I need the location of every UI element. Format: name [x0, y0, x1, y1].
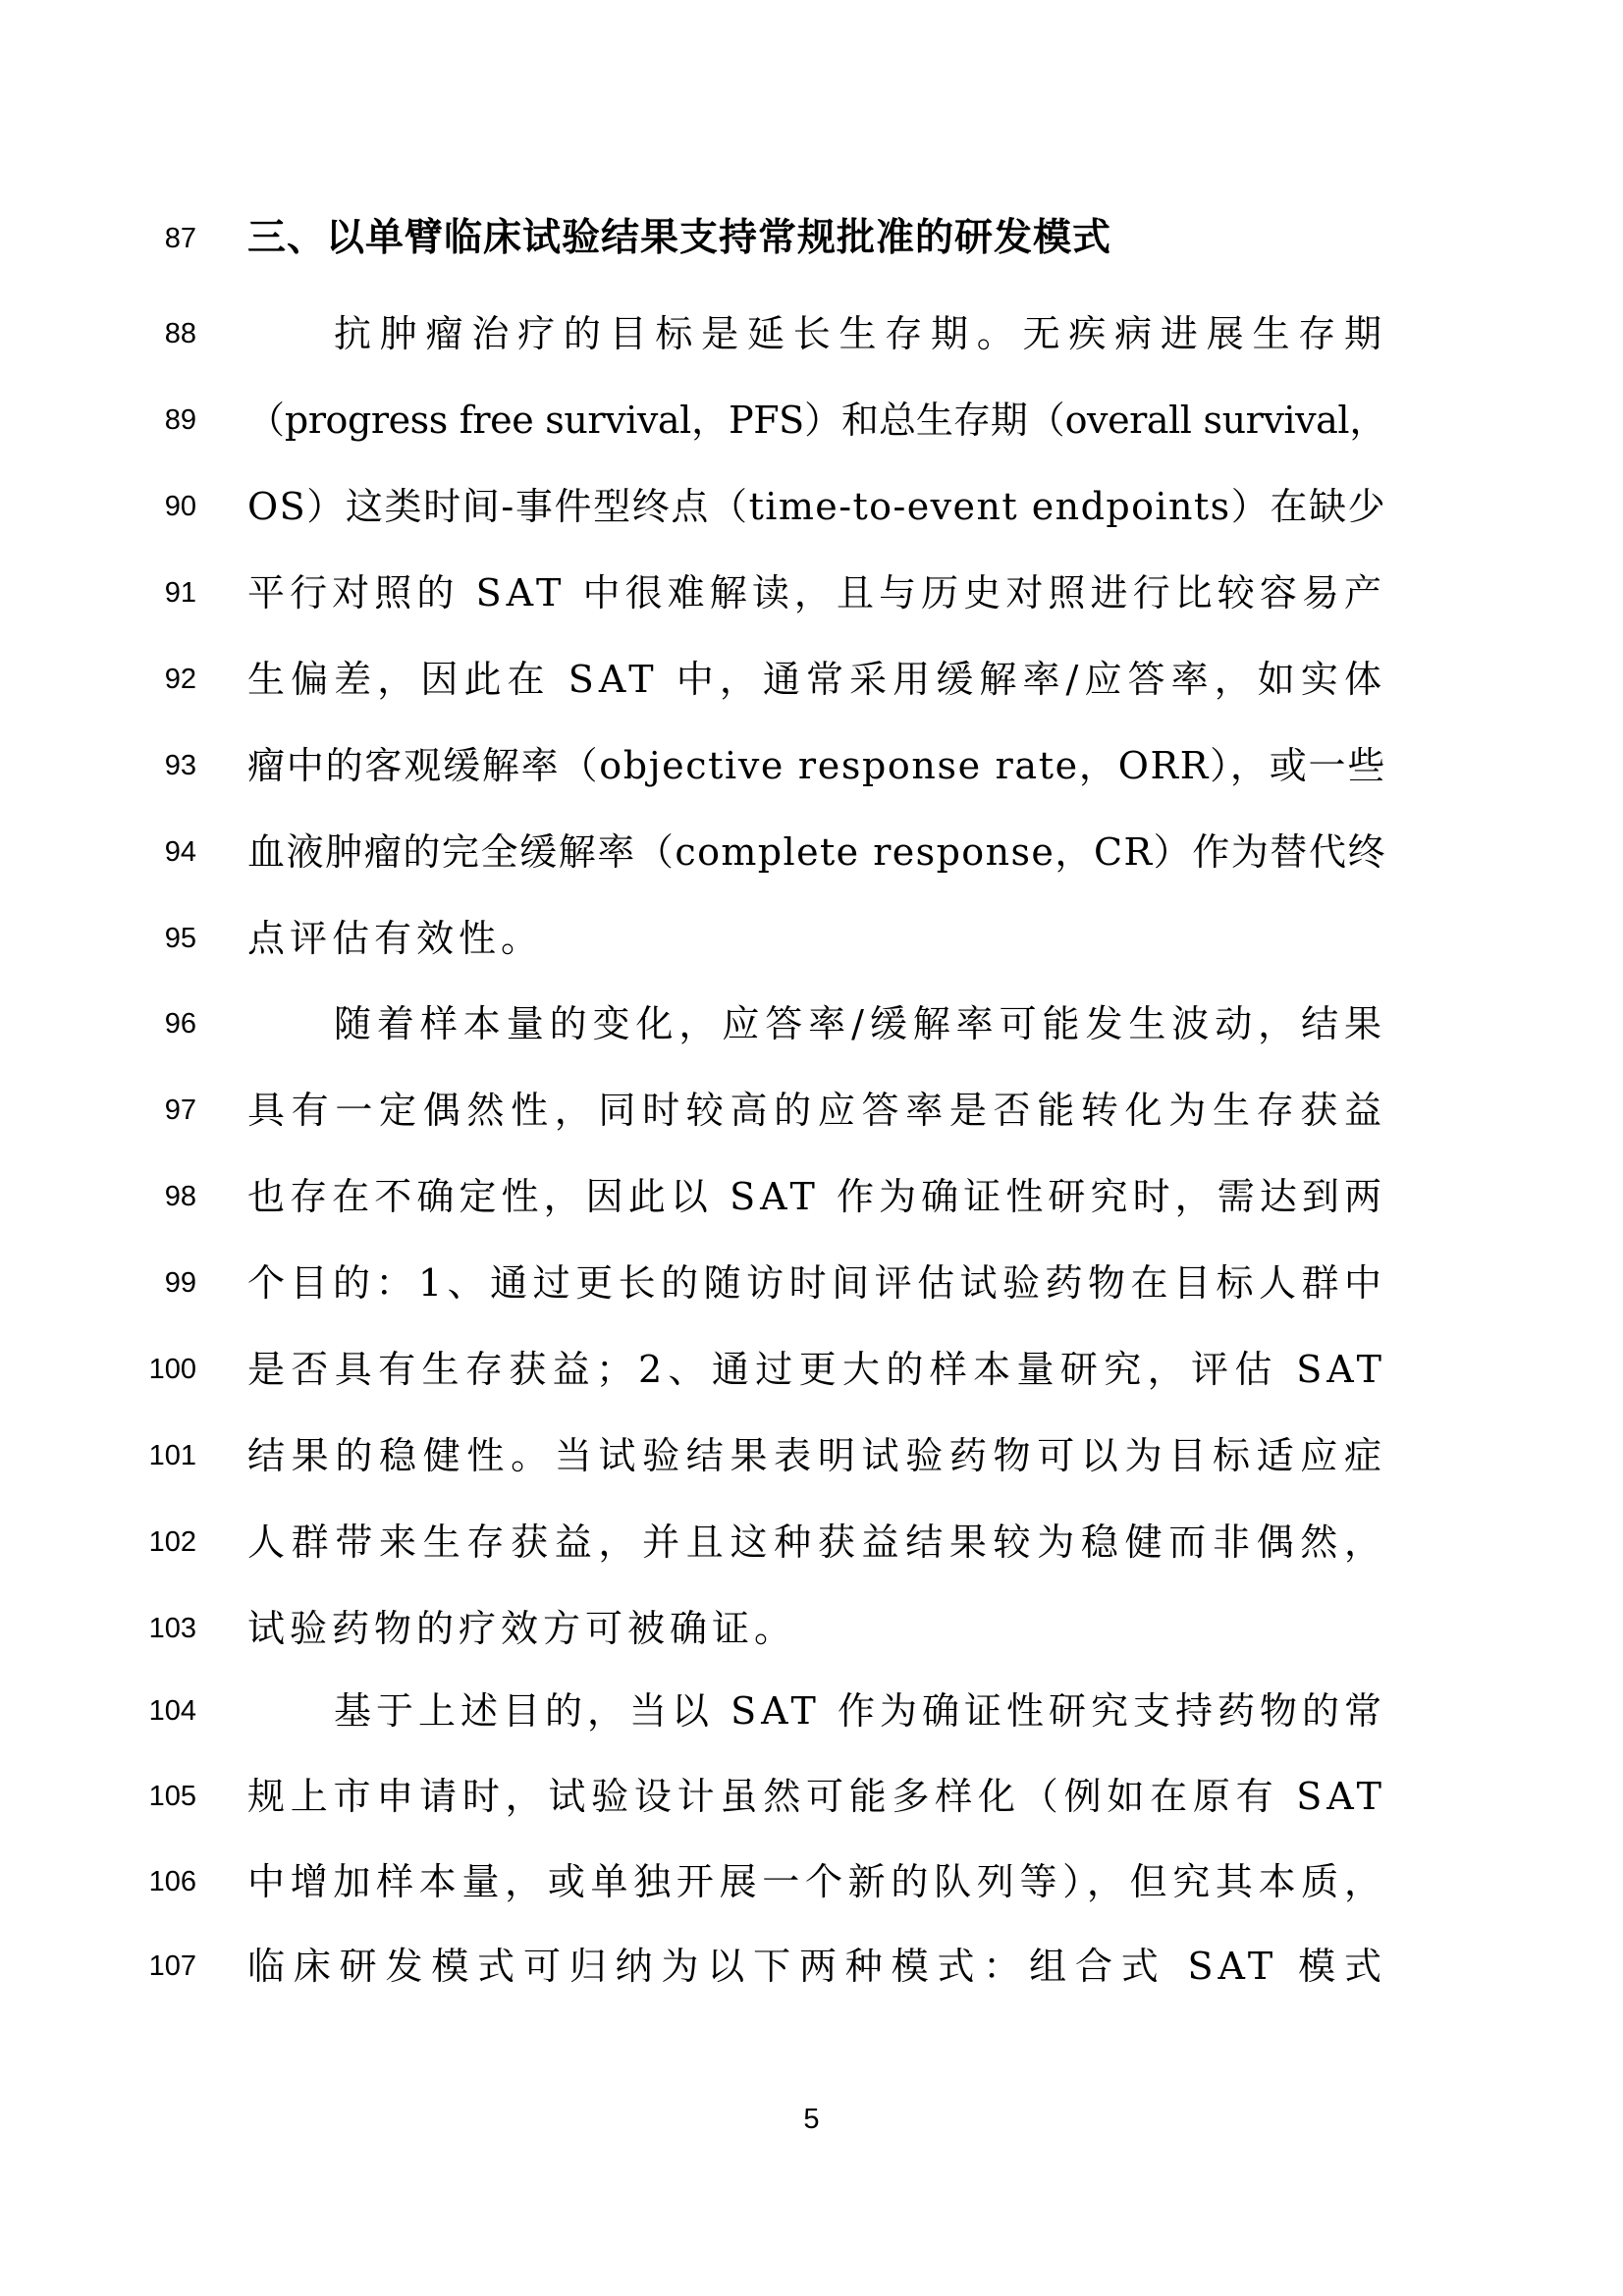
- line-number: 95: [164, 923, 196, 954]
- paragraph-text: 试验药物的疗效方可被确证。: [247, 1607, 797, 1650]
- text-line: [0, 477, 1623, 536]
- line-number: 91: [164, 577, 196, 609]
- text-line: [0, 909, 1623, 968]
- line-number: 99: [164, 1267, 196, 1299]
- text-line: [0, 994, 1623, 1053]
- paragraph-text: 血液肿瘤的完全缓解率（complete response，CR）作为替代终: [247, 830, 1386, 874]
- line-number: 93: [164, 750, 196, 781]
- text-line: [0, 304, 1623, 363]
- paragraph-text: 是否具有生存获益；2、通过更大的样本量研究，评估 SAT: [247, 1348, 1386, 1391]
- paragraph-text: 中增加样本量，或单独开展一个新的队列等），但究其本质，: [247, 1860, 1386, 1903]
- line-number: 102: [148, 1526, 196, 1558]
- paragraph-text: 规上市申请时，试验设计虽然可能多样化（例如在原有 SAT: [247, 1775, 1386, 1818]
- line-number: 90: [164, 491, 196, 522]
- text-line: [0, 650, 1623, 709]
- text-line: [0, 563, 1623, 622]
- text-line: [0, 736, 1623, 795]
- line-number: 96: [164, 1008, 196, 1040]
- paragraph-text: 也存在不确定性，因此以 SAT 作为确证性研究时，需达到两: [247, 1175, 1386, 1218]
- paragraph-text: 临床研发模式可归纳为以下两种模式：组合式 SAT 模式: [247, 1945, 1386, 1988]
- line-number: 101: [148, 1440, 196, 1471]
- line-number: 103: [148, 1613, 196, 1644]
- text-line: [0, 1167, 1623, 1226]
- paragraph-text: 抗肿瘤治疗的目标是延长生存期。无疾病进展生存期: [334, 312, 1386, 355]
- paragraph-text: 个目的：1、通过更长的随访时间评估试验药物在目标人群中: [247, 1261, 1386, 1305]
- paragraph-text: 平行对照的 SAT 中很难解读，且与历史对照进行比较容易产: [247, 571, 1386, 614]
- text-line: [0, 1937, 1623, 1996]
- text-line: [0, 1767, 1623, 1826]
- paragraph-text: OS）这类时间-事件型终点（time-to-event endpoints）在缺少: [247, 485, 1386, 528]
- paragraph-text: 结果的稳健性。当试验结果表明试验药物可以为目标适应症: [247, 1434, 1386, 1477]
- text-line: [0, 391, 1623, 450]
- line-number: 92: [164, 664, 196, 695]
- line-number: 100: [148, 1354, 196, 1385]
- paragraph-text: 随着样本量的变化，应答率/缓解率可能发生波动，结果: [334, 1002, 1386, 1045]
- page-number: 5: [803, 2104, 820, 2135]
- text-line: [0, 823, 1623, 881]
- text-line: [0, 1852, 1623, 1911]
- paragraph-text: 生偏差，因此在 SAT 中，通常采用缓解率/应答率，如实体: [247, 658, 1386, 701]
- line-number: 97: [164, 1095, 196, 1126]
- line-number: 98: [164, 1181, 196, 1212]
- text-line: [0, 1682, 1623, 1740]
- paragraph-text: 人群带来生存获益，并且这种获益结果较为稳健而非偶然，: [247, 1521, 1386, 1564]
- text-line: [0, 1426, 1623, 1485]
- line-number: 87: [164, 223, 196, 254]
- paragraph-text: 基于上述目的，当以 SAT 作为确证性研究支持药物的常: [334, 1689, 1386, 1733]
- line-number: 107: [148, 1950, 196, 1982]
- line-number: 104: [148, 1695, 196, 1727]
- paragraph-text: 点评估有效性。: [247, 917, 544, 960]
- section-heading-line: [0, 209, 1623, 268]
- line-number: 106: [148, 1866, 196, 1897]
- line-number: 89: [164, 404, 196, 436]
- paragraph-text: 具有一定偶然性，同时较高的应答率是否能转化为生存获益: [247, 1089, 1386, 1132]
- text-line: [0, 1254, 1623, 1312]
- paragraph-text: 瘤中的客观缓解率（objective response rate，ORR），或一些: [247, 744, 1386, 787]
- text-line: [0, 1340, 1623, 1399]
- section-heading: 三、以单臂临床试验结果支持常规批准的研发模式: [247, 216, 1112, 260]
- text-line: [0, 1513, 1623, 1572]
- line-number: 94: [164, 836, 196, 868]
- line-number: 105: [148, 1781, 196, 1812]
- paragraph-text: （progress free survival，PFS）和总生存期（overall survival，: [247, 399, 1386, 442]
- line-number: 88: [164, 318, 196, 349]
- text-line: [0, 1599, 1623, 1658]
- text-line: [0, 1081, 1623, 1140]
